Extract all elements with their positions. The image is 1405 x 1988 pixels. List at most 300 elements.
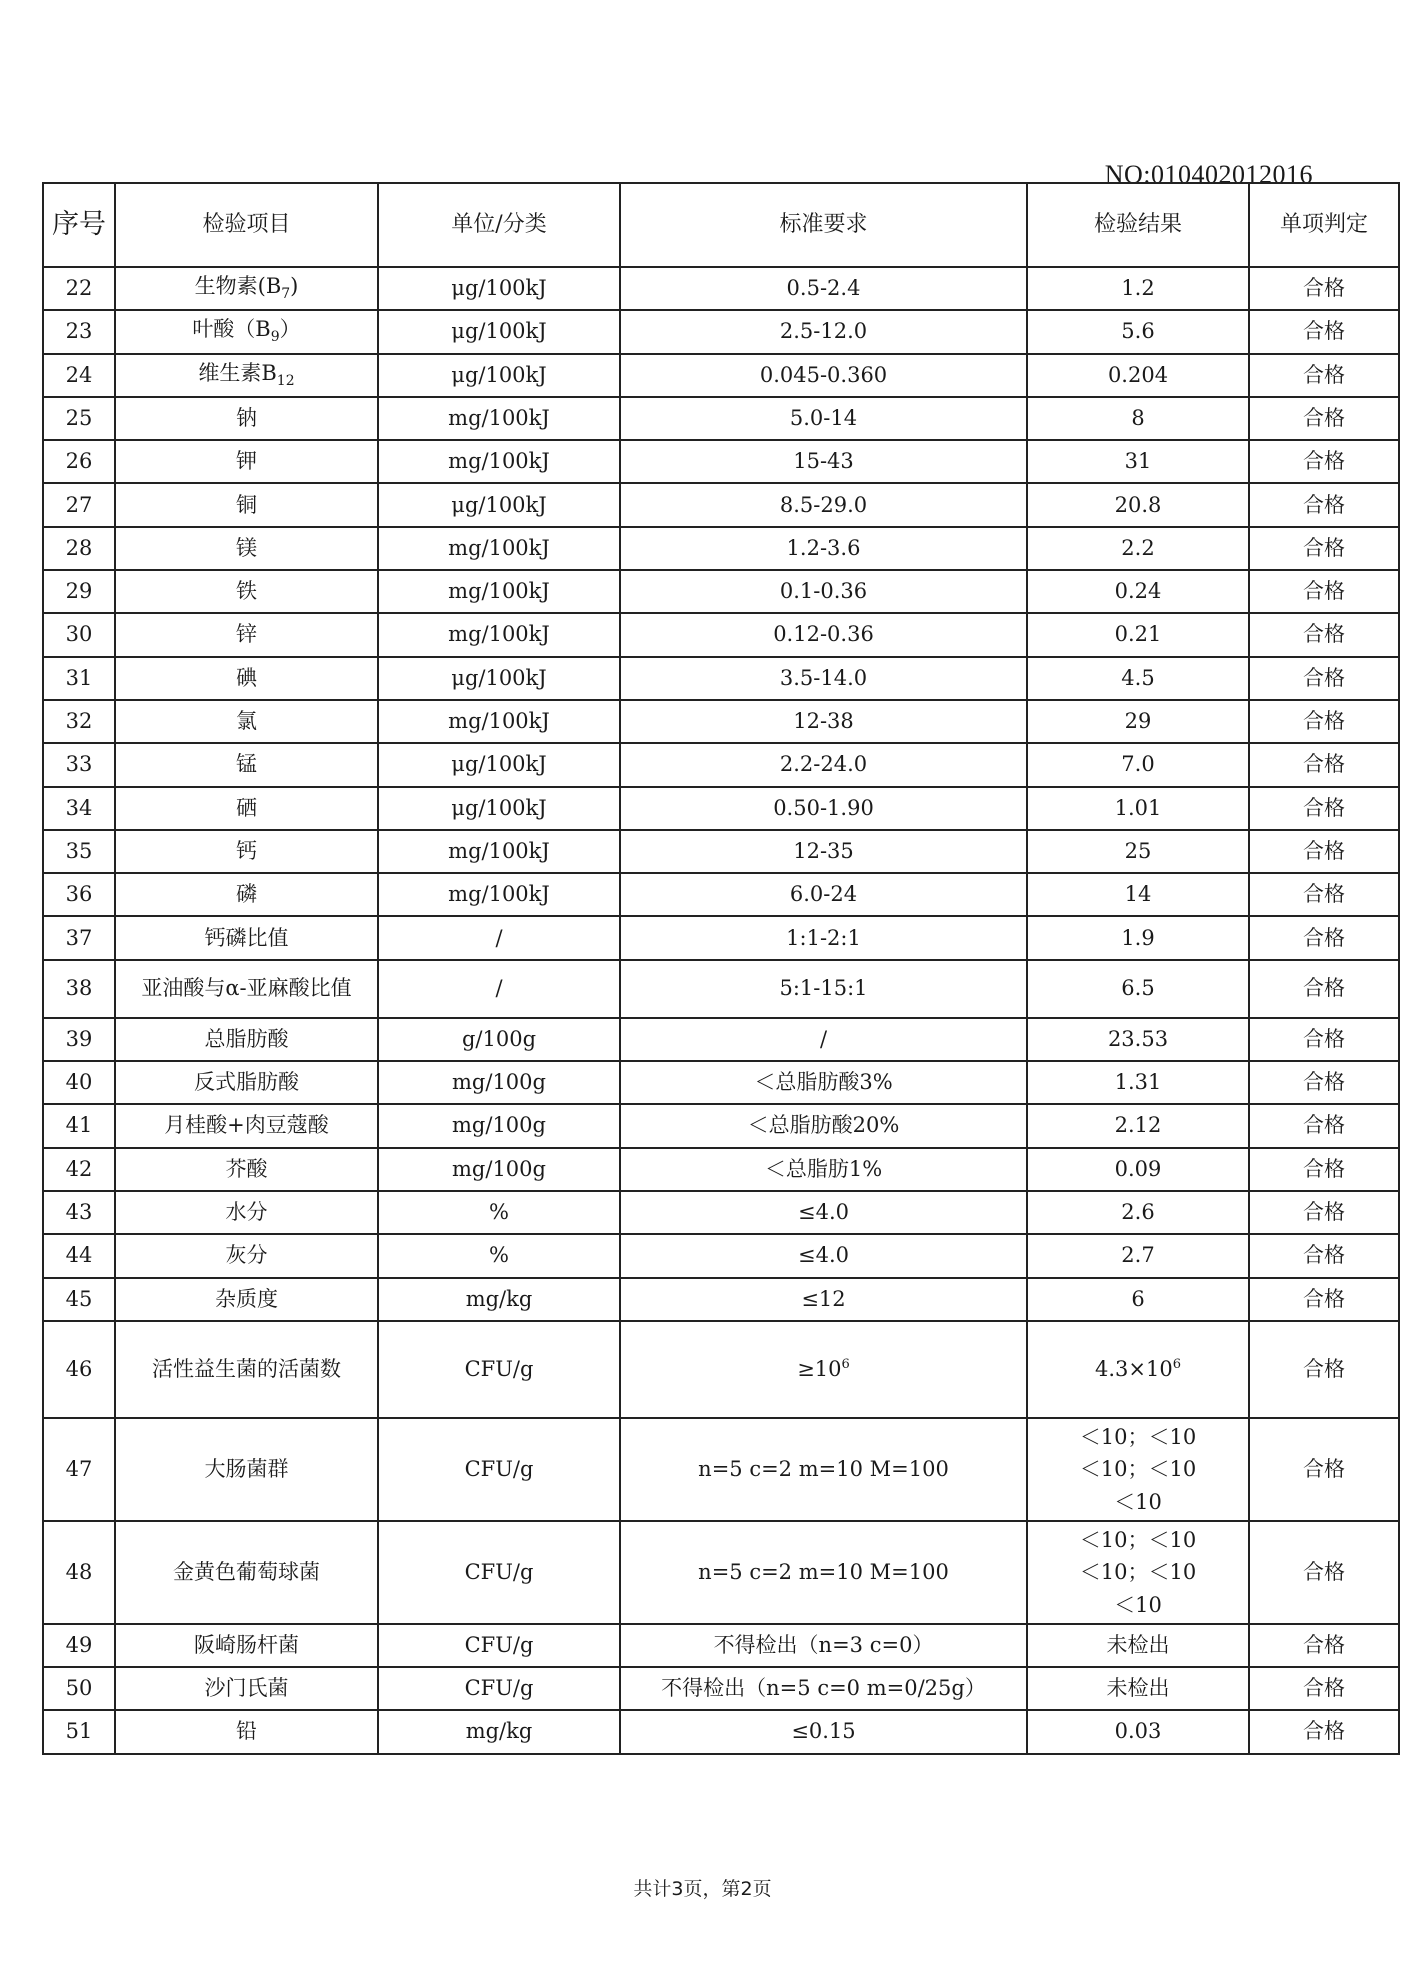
row-verdict-text: 合格 <box>1303 1070 1345 1095</box>
row-unit <box>378 1418 620 1521</box>
row-item <box>115 310 378 353</box>
row-result <box>1027 1710 1249 1753</box>
row-standard-text: / <box>819 1026 828 1051</box>
inspection-results-table <box>42 182 1400 1755</box>
row-verdict-text: 合格 <box>1303 492 1345 517</box>
row-item <box>115 267 378 310</box>
row-standard <box>620 873 1027 916</box>
row-unit-text: CFU/g <box>464 1456 534 1481</box>
row-unit <box>378 1278 620 1321</box>
row-standard <box>620 657 1027 700</box>
row-unit-text: / <box>495 976 503 1001</box>
row-index <box>43 700 115 743</box>
row-standard <box>620 440 1027 483</box>
row-index <box>43 483 115 526</box>
row-standard <box>620 1061 1027 1104</box>
row-item <box>115 1418 378 1521</box>
row-item-text: 锌 <box>236 622 257 647</box>
row-standard <box>620 916 1027 959</box>
row-result-line: ＜10；＜10 <box>1079 1424 1197 1449</box>
row-verdict <box>1249 700 1399 743</box>
row-unit <box>378 397 620 440</box>
row-verdict <box>1249 787 1399 830</box>
row-standard <box>620 960 1027 1018</box>
row-unit <box>378 960 620 1018</box>
row-item <box>115 830 378 873</box>
row-item <box>115 440 378 483</box>
row-standard-text: 12-38 <box>793 709 854 734</box>
row-verdict-text: 合格 <box>1303 1286 1345 1311</box>
row-item-text: 杂质度 <box>215 1286 278 1311</box>
row-standard <box>620 397 1027 440</box>
row-item <box>115 873 378 916</box>
row-result <box>1027 743 1249 786</box>
row-verdict <box>1249 1418 1399 1521</box>
row-standard <box>620 1018 1027 1061</box>
row-unit-text: % <box>489 1199 509 1224</box>
row-item <box>115 1148 378 1191</box>
row-unit <box>378 570 620 613</box>
row-unit-text: g/100g <box>461 1026 537 1051</box>
row-item-text: 钠 <box>236 405 257 430</box>
row-index <box>43 743 115 786</box>
row-verdict <box>1249 873 1399 916</box>
table-row <box>43 1234 1399 1277</box>
row-result <box>1027 1624 1249 1667</box>
row-standard-text: ＜总脂肪1% <box>764 1156 883 1181</box>
row-verdict-text: 合格 <box>1303 838 1345 863</box>
row-index <box>43 570 115 613</box>
row-index <box>43 1234 115 1277</box>
table-row <box>43 1148 1399 1191</box>
row-item <box>115 743 378 786</box>
row-unit <box>378 1191 620 1234</box>
row-index <box>43 1148 115 1191</box>
row-item-text: 硒 <box>236 795 257 820</box>
row-unit <box>378 310 620 353</box>
row-item <box>115 700 378 743</box>
row-index <box>43 1710 115 1753</box>
row-result <box>1027 1667 1249 1710</box>
row-result <box>1027 916 1249 959</box>
row-index-text: 43 <box>65 1199 93 1224</box>
row-index-text: 48 <box>65 1559 93 1584</box>
row-standard-text: 6.0-24 <box>789 882 858 907</box>
row-unit-text: mg/100kJ <box>448 882 550 907</box>
row-unit-text: μg/100kJ <box>451 319 547 344</box>
row-item <box>115 657 378 700</box>
row-unit <box>378 1321 620 1418</box>
row-item <box>115 787 378 830</box>
row-unit <box>378 354 620 397</box>
header-result: 检验结果 <box>1027 183 1249 267</box>
row-standard-text: ≤0.15 <box>791 1719 856 1744</box>
row-standard <box>620 354 1027 397</box>
row-standard <box>620 1667 1027 1710</box>
row-item <box>115 1234 378 1277</box>
row-standard-text: n=5 c=2 m=10 M=100 <box>698 1559 949 1584</box>
row-verdict <box>1249 483 1399 526</box>
row-index-text: 46 <box>65 1356 93 1381</box>
row-unit-text: μg/100kJ <box>451 276 547 301</box>
row-index-text: 37 <box>65 925 93 950</box>
row-unit <box>378 440 620 483</box>
row-index <box>43 1191 115 1234</box>
row-unit-text: μg/100kJ <box>451 492 547 517</box>
row-unit <box>378 267 620 310</box>
table-row <box>43 1624 1399 1667</box>
row-unit <box>378 743 620 786</box>
row-result-text: 1.31 <box>1114 1070 1162 1095</box>
row-unit-text: mg/100kJ <box>448 709 550 734</box>
row-index <box>43 916 115 959</box>
table-row <box>43 1018 1399 1061</box>
row-verdict-text: 合格 <box>1303 276 1345 301</box>
row-unit <box>378 873 620 916</box>
row-standard-text: 5:1-15:1 <box>779 976 868 1001</box>
row-standard <box>620 267 1027 310</box>
row-item-text: 铜 <box>236 492 257 517</box>
row-standard <box>620 1278 1027 1321</box>
row-index-text: 34 <box>65 795 93 820</box>
row-standard-text: 2.5-12.0 <box>779 319 868 344</box>
row-result <box>1027 440 1249 483</box>
row-item <box>115 570 378 613</box>
row-standard-text: n=5 c=2 m=10 M=100 <box>698 1456 949 1481</box>
row-verdict-text: 合格 <box>1303 449 1345 474</box>
row-verdict-text: 合格 <box>1303 622 1345 647</box>
row-standard-superscript: 6 <box>841 1356 850 1372</box>
row-index-text: 22 <box>65 276 93 301</box>
row-result-text: 8 <box>1131 405 1145 430</box>
row-verdict-text: 合格 <box>1303 1356 1345 1381</box>
row-item-text: 碘 <box>236 665 257 690</box>
row-unit-text: mg/100kJ <box>448 579 550 604</box>
row-standard <box>620 1191 1027 1234</box>
row-verdict <box>1249 1234 1399 1277</box>
row-index <box>43 1321 115 1418</box>
row-verdict-text: 合格 <box>1303 882 1345 907</box>
row-verdict <box>1249 310 1399 353</box>
row-index-text: 49 <box>65 1632 93 1657</box>
row-result-text: 2.6 <box>1121 1199 1155 1224</box>
row-item-text: 反式脂肪酸 <box>194 1070 299 1095</box>
row-unit-text: μg/100kJ <box>451 752 547 777</box>
row-result <box>1027 787 1249 830</box>
row-index <box>43 397 115 440</box>
row-standard-text: ＜总脂肪酸3% <box>754 1070 893 1095</box>
row-index-text: 45 <box>65 1286 93 1311</box>
row-index-text: 31 <box>65 665 93 690</box>
row-item <box>115 397 378 440</box>
row-result-text: 未检出 <box>1106 1676 1170 1701</box>
row-item-tail: ） <box>279 317 301 342</box>
row-result <box>1027 1418 1249 1521</box>
row-verdict <box>1249 1018 1399 1061</box>
row-result-text: 5.6 <box>1121 319 1155 344</box>
table-row <box>43 570 1399 613</box>
row-item-tail: ) <box>290 274 299 299</box>
row-item-text: 钾 <box>236 449 257 474</box>
row-verdict-text: 合格 <box>1303 1559 1345 1584</box>
row-verdict-text: 合格 <box>1303 709 1345 734</box>
row-verdict <box>1249 916 1399 959</box>
row-verdict <box>1249 570 1399 613</box>
row-result-text: 25 <box>1124 838 1152 863</box>
row-result-text: 0.09 <box>1114 1156 1162 1181</box>
row-item-text: 芥酸 <box>225 1156 268 1181</box>
row-item <box>115 1521 378 1624</box>
table-row <box>43 1191 1399 1234</box>
row-index-text: 28 <box>65 535 93 560</box>
row-index-text: 44 <box>65 1243 93 1268</box>
row-verdict <box>1249 527 1399 570</box>
row-index <box>43 1018 115 1061</box>
row-item <box>115 916 378 959</box>
row-item <box>115 1104 378 1147</box>
row-standard-text: 8.5-29.0 <box>779 492 868 517</box>
row-verdict <box>1249 743 1399 786</box>
row-standard <box>620 743 1027 786</box>
row-verdict-text: 合格 <box>1303 319 1345 344</box>
row-standard-text: 不得检出（n=3 c=0） <box>713 1632 934 1657</box>
row-result-text: 31 <box>1124 449 1152 474</box>
row-unit <box>378 1018 620 1061</box>
row-unit <box>378 527 620 570</box>
row-standard <box>620 570 1027 613</box>
row-item <box>115 527 378 570</box>
row-result-text: 0.21 <box>1114 622 1162 647</box>
table-row <box>43 873 1399 916</box>
row-unit-text: μg/100kJ <box>451 795 547 820</box>
row-item-text: 铅 <box>236 1719 257 1744</box>
row-item <box>115 354 378 397</box>
row-item-text: 维生素B <box>198 360 277 385</box>
row-result-text: 23.53 <box>1107 1026 1169 1051</box>
row-verdict-text: 合格 <box>1303 1026 1345 1051</box>
row-item-text: 月桂酸+肉豆蔻酸 <box>164 1113 329 1138</box>
page-footer: 共计3页，第2页 <box>633 1878 772 1900</box>
row-index-text: 29 <box>65 579 93 604</box>
row-standard <box>620 1104 1027 1147</box>
row-item-text: 阪崎肠杆菌 <box>194 1632 299 1657</box>
row-result <box>1027 483 1249 526</box>
row-item-text: 磷 <box>236 882 257 907</box>
row-index-text: 36 <box>65 882 93 907</box>
table-row <box>43 657 1399 700</box>
row-standard <box>620 1710 1027 1753</box>
row-unit <box>378 1061 620 1104</box>
row-verdict-text: 合格 <box>1303 976 1345 1001</box>
row-result-line: ＜10 <box>1114 1489 1162 1514</box>
row-standard <box>620 1624 1027 1667</box>
row-index <box>43 960 115 1018</box>
row-unit <box>378 1624 620 1667</box>
row-verdict <box>1249 1667 1399 1710</box>
row-result <box>1027 873 1249 916</box>
row-standard <box>620 830 1027 873</box>
row-item <box>115 1624 378 1667</box>
row-index-text: 38 <box>65 976 93 1001</box>
row-standard <box>620 700 1027 743</box>
row-verdict-text: 合格 <box>1303 1456 1345 1481</box>
row-unit <box>378 1234 620 1277</box>
row-item-text: 灰分 <box>225 1243 268 1268</box>
row-unit-text: μg/100kJ <box>451 665 547 690</box>
row-unit <box>378 657 620 700</box>
row-index <box>43 267 115 310</box>
row-item-text: 水分 <box>225 1199 268 1224</box>
header-verdict: 单项判定 <box>1249 183 1399 267</box>
row-verdict-text: 合格 <box>1303 1676 1345 1701</box>
row-standard-text: ≤4.0 <box>798 1243 849 1268</box>
row-standard <box>620 527 1027 570</box>
row-verdict-text: 合格 <box>1303 1199 1345 1224</box>
row-result <box>1027 397 1249 440</box>
row-item <box>115 1710 378 1753</box>
row-verdict <box>1249 1710 1399 1753</box>
table-row <box>43 960 1399 1018</box>
row-item-text: 金黄色葡萄球菌 <box>173 1559 320 1584</box>
row-standard-text: ＜总脂肪酸20% <box>747 1113 900 1138</box>
table-row <box>43 830 1399 873</box>
row-index <box>43 440 115 483</box>
row-unit-text: CFU/g <box>464 1632 534 1657</box>
row-index-text: 40 <box>65 1070 93 1095</box>
table-row <box>43 1710 1399 1753</box>
row-index <box>43 1061 115 1104</box>
row-verdict-text: 合格 <box>1303 1632 1345 1657</box>
row-unit-text: mg/100kJ <box>448 449 550 474</box>
table-row <box>43 483 1399 526</box>
table-row <box>43 1278 1399 1321</box>
row-unit-text: mg/100kJ <box>448 535 550 560</box>
row-item <box>115 960 378 1018</box>
row-standard-text: 0.12-0.36 <box>773 622 874 647</box>
row-index <box>43 1521 115 1624</box>
row-item-subscript: 9 <box>270 329 280 346</box>
row-result <box>1027 1321 1249 1418</box>
row-item <box>115 1018 378 1061</box>
row-item <box>115 613 378 656</box>
header-index: 序号 <box>43 183 115 267</box>
row-item <box>115 1278 378 1321</box>
row-index <box>43 1624 115 1667</box>
row-result-text: 2.12 <box>1114 1113 1162 1138</box>
row-result <box>1027 570 1249 613</box>
row-index-text: 50 <box>65 1676 93 1701</box>
row-result-text: 1.9 <box>1121 925 1155 950</box>
row-item-text: 氯 <box>236 709 257 734</box>
row-result <box>1027 1278 1249 1321</box>
row-item <box>115 1321 378 1418</box>
table-row <box>43 700 1399 743</box>
row-result-text: 0.204 <box>1107 362 1169 387</box>
row-verdict-text: 合格 <box>1303 795 1345 820</box>
row-unit <box>378 830 620 873</box>
table-row <box>43 1521 1399 1624</box>
row-index <box>43 1104 115 1147</box>
row-result <box>1027 657 1249 700</box>
row-unit-text: mg/100kJ <box>448 622 550 647</box>
row-verdict <box>1249 1191 1399 1234</box>
row-result-text: 29 <box>1124 709 1152 734</box>
row-result <box>1027 960 1249 1018</box>
header-unit: 单位/分类 <box>378 183 620 267</box>
row-result-lines <box>1032 1421 1244 1519</box>
row-standard-text: 2.2-24.0 <box>779 752 868 777</box>
row-unit <box>378 1521 620 1624</box>
row-item <box>115 1191 378 1234</box>
row-result-line: ＜10；＜10 <box>1079 1457 1197 1482</box>
row-item-text: 锰 <box>236 752 257 777</box>
row-standard <box>620 310 1027 353</box>
row-unit <box>378 1104 620 1147</box>
row-item-text: 铁 <box>236 579 257 604</box>
row-item-text: 钙 <box>236 838 257 863</box>
row-result <box>1027 1191 1249 1234</box>
row-unit-text: / <box>495 925 503 950</box>
row-standard <box>620 1418 1027 1521</box>
row-standard <box>620 613 1027 656</box>
row-unit-text: mg/100g <box>452 1156 546 1181</box>
row-unit-text: mg/100kJ <box>448 405 550 430</box>
row-unit-text: CFU/g <box>464 1676 534 1701</box>
row-verdict <box>1249 1624 1399 1667</box>
row-standard <box>620 1321 1027 1418</box>
row-verdict <box>1249 960 1399 1018</box>
row-index-text: 26 <box>65 449 93 474</box>
table-row <box>43 1667 1399 1710</box>
row-verdict-text: 合格 <box>1303 1156 1345 1181</box>
row-unit <box>378 613 620 656</box>
row-verdict-text: 合格 <box>1303 925 1345 950</box>
row-verdict-text: 合格 <box>1303 752 1345 777</box>
row-unit <box>378 1667 620 1710</box>
row-index-text: 33 <box>65 752 93 777</box>
row-index-text: 32 <box>65 709 93 734</box>
row-result-text: 0.03 <box>1114 1719 1162 1744</box>
table-row <box>43 1061 1399 1104</box>
row-item-text: 镁 <box>236 535 257 560</box>
row-result <box>1027 267 1249 310</box>
row-result-text: 未检出 <box>1106 1632 1170 1657</box>
row-result <box>1027 527 1249 570</box>
row-verdict-text: 合格 <box>1303 362 1345 387</box>
row-result-line: ＜10；＜10 <box>1079 1560 1197 1585</box>
row-index-text: 51 <box>65 1719 93 1744</box>
row-standard-text: 15-43 <box>793 449 854 474</box>
row-unit <box>378 1148 620 1191</box>
table-row <box>43 916 1399 959</box>
row-index <box>43 657 115 700</box>
row-index-text: 42 <box>65 1156 93 1181</box>
row-unit <box>378 483 620 526</box>
row-item-text: 沙门氏菌 <box>204 1676 289 1701</box>
row-result <box>1027 310 1249 353</box>
row-result-text: 20.8 <box>1114 492 1162 517</box>
row-result-text: 7.0 <box>1121 752 1155 777</box>
row-verdict <box>1249 1148 1399 1191</box>
row-result-text: 4.5 <box>1121 665 1155 690</box>
row-verdict-text: 合格 <box>1303 1243 1345 1268</box>
row-item-text: 生物素(B <box>194 274 282 299</box>
row-index-text: 35 <box>65 838 93 863</box>
row-verdict <box>1249 830 1399 873</box>
row-unit-text: CFU/g <box>464 1356 534 1381</box>
row-verdict-text: 合格 <box>1303 535 1345 560</box>
row-verdict <box>1249 440 1399 483</box>
